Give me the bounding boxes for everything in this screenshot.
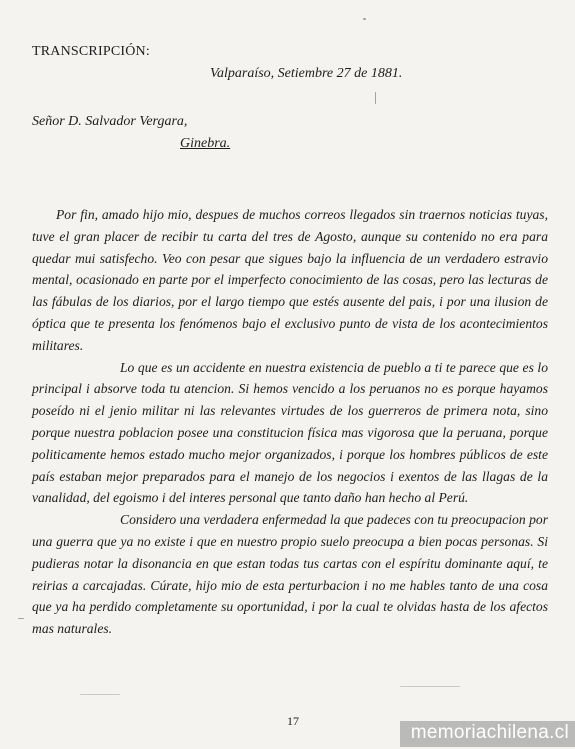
page-number: 17 <box>287 714 299 728</box>
letter-body <box>32 204 548 640</box>
paragraph-2: Lo que es un accidente en nuestra existencia de pueblo a ti te parece que es lo principal i absorve toda tu atencion. Si hemos vencido a los peruanos no es porque hayamos poseído ni el jenio militar ni las relevantes virtudes de los guerreros de primera nota, sino porque nuestra poblacion posee una constitucion física mas vigorosa que la peruana, porque politicamente hemos estado mucho mejor organizados, i porque los hombres públicos de este país estaban mejor preparados para el manejo de los negocios i exentos de las llagas de la vanalidad, del egoismo i del interes personal que tanto daño han hecho al Perú. <box>32 359 548 506</box>
transcription-heading: TRANSCRIPCIÓN: <box>32 44 150 59</box>
letter-salutation: Señor D. Salvador Vergara, <box>32 114 188 129</box>
scan-speck <box>375 92 376 104</box>
letter-place: Ginebra. <box>180 136 231 151</box>
watermark-logo: memoriachilena.cl <box>410 722 569 743</box>
paragraph-1: Por fin, amado hijo mio, despues de muchos correos llegados sin traernos noticias tuyas, tuve el gran placer de recibir tu carta del tres de Agosto, aunque su contenido no era para quedar mui satisfecho. Veo con pesar que sigues bajo la influencia de un verdadero estravio mental, ocasionado en parte por el imperfecto conocimiento de las cosas, pero las lecturas de las fábulas de los diarios, por el largo tiempo que estés ausente del pais, i por una ilusion de óptica que te presenta los fenómenos bajo el exclusivo punto de vista de los acontecimientos militares. <box>32 207 548 353</box>
scan-speck <box>363 18 366 20</box>
letter-date: Valparaíso, Setiembre 27 de 1881. <box>210 66 403 81</box>
scan-speck <box>400 686 460 687</box>
paragraph-3: Considero una verdadera enfermedad la que padeces con tu preocupacion por una guerra que ya no existe i que en nuestro propio suelo preocupa a bien pocas personas. Si pudieras notar la disonancia en que estan todas tus cartas con el espíritu dominante aquí, te reirias a carcajadas. Cúrate, hijo mio de esta perturbacion i no me hables tanto de una cosa que ya ha perdido completamente su oportunidad, i por la cual te olvidas hasta de los afectos mas naturales. <box>32 512 548 637</box>
scan-speck <box>18 618 24 619</box>
scan-speck <box>80 694 120 695</box>
